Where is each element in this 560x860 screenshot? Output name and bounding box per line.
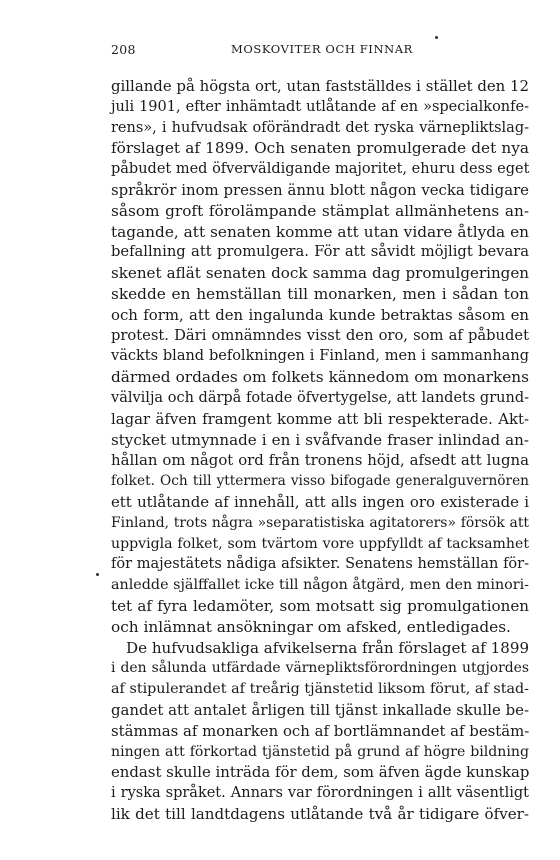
text-line: gillande på högsta ort, utan fastställdes i stället den 12 [111, 77, 529, 95]
text-line: gandet att antalet årligen till tjänst inkallade skulle be- [111, 700, 529, 719]
body-text [111, 76, 529, 825]
text-line: endast skulle inträda för dem, som äfven ägde kunskap [111, 763, 530, 782]
text-line: skenet aflät senaten dock samma dag promulgeringen [111, 264, 529, 283]
text-line: lik det till landtdagens utlåtande två år tidigare öfver- [111, 804, 529, 823]
text-line: i den sålunda utfärdade värnepliktsförordningen utgjordes [111, 660, 529, 677]
text-line: lagar äfven framgent komme att bli respekterade. Akt- [111, 409, 529, 428]
text-line: och form, att den ingalunda kunde betraktas såsom en [111, 305, 529, 324]
text-line: påbudet med öfverväldigande majoritet, ehuru dess eget [111, 161, 530, 178]
text-line: Finland, trots några »separatistiska agitatorers» försök att [111, 514, 529, 531]
running-title: MOSKOVITER OCH FINNAR [231, 42, 413, 56]
text-line: af stipulerandet af treårig tjänstetid liksom förut, af stad- [111, 681, 529, 698]
text-line: stämmas af monarken och af bortlämnandet af bestäm- [111, 721, 530, 740]
text-line: rens», i hufvudsak oförändradt det ryska värnepliktslag- [111, 119, 529, 136]
text-line: juli 1901, efter inhämtadt utlåtande af en »specialkonfe- [111, 98, 529, 115]
text-line: och inlämnat ansökningar om afsked, entledigades. [111, 617, 511, 636]
text-line: skedde en hemställan till monarken, men i sådan ton [111, 284, 529, 303]
text-line: språkrör inom pressen ännu blott någon vecka tidigare [111, 180, 529, 199]
text-line: stycket utmynnade i en i svåfvande fraser inlindad an- [111, 430, 529, 449]
text-line: befallning att promulgera. För att såvidt möjligt bevara [111, 243, 529, 261]
text-line: protest. Däri omnämndes visst den oro, som af påbudet [111, 326, 529, 344]
text-line: såsom groft förolämpande stämplat allmänhetens an- [111, 201, 529, 220]
text-line: för majestätets nådiga afsikter. Senatens hemställan för- [111, 556, 529, 573]
text-line: ningen att förkortad tjänstetid på grund af högre bildning [111, 743, 529, 760]
margin-mark [96, 573, 99, 576]
text-line: välvilja och därpå fotade öfvertygelse, att landets grund- [111, 389, 529, 406]
text-line: anledde själffallet icke till någon åtgärd, men den minori- [111, 577, 529, 594]
text-line: förslaget af 1899. Och senaten promulgerade det nya [111, 139, 529, 158]
text-line: därmed ordades om folkets kännedom om monarkens [111, 368, 529, 387]
text-line: tet af fyra ledamöter, som motsatt sig promulgationen [111, 596, 529, 615]
running-head [111, 42, 529, 58]
page-number: 208 [111, 42, 136, 57]
print-speck [435, 36, 438, 39]
text-line: folket. Och till yttermera visso bifogade generalguvernören [111, 473, 529, 490]
text-line: ett utlåtande af innehåll, att alls ingen oro existerade i [111, 492, 529, 511]
text-line: väckts bland befolkningen i Finland, men i sammanhang [111, 348, 529, 365]
text-line: hållan om något ord från tronens höjd, afsedt att lugna [111, 451, 529, 470]
text-line: tagande, att senaten komme att utan vidare åtlyda en [111, 222, 529, 241]
text-line: De hufvudsakliga afvikelserna från förslaget af 1899 [126, 638, 530, 657]
text-line: uppvigla folket, som tvärtom vore uppfylldt af tacksamhet [111, 535, 529, 552]
text-line: i ryska språket. Annars var förordningen i allt väsentligt [111, 785, 529, 802]
